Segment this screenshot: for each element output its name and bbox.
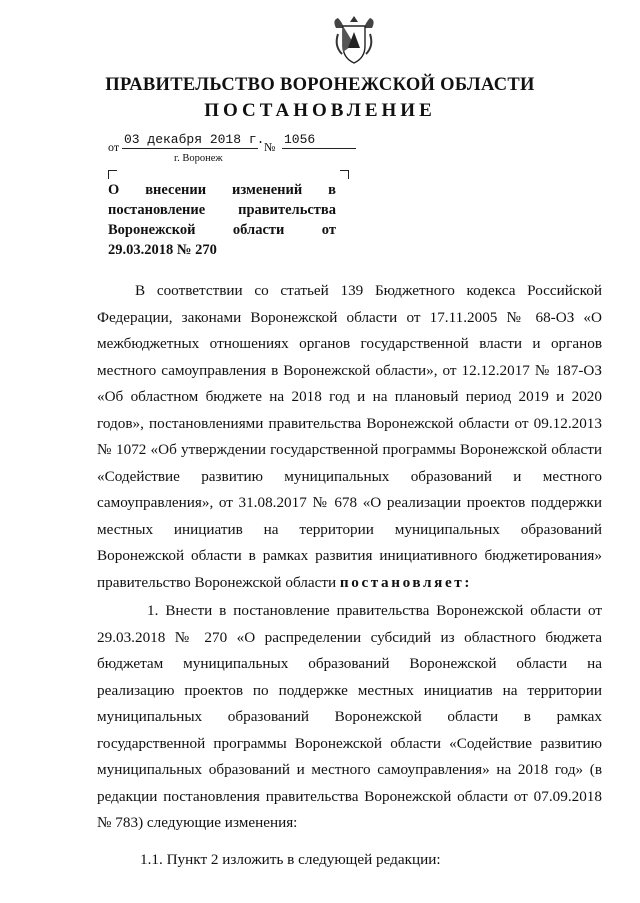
- number-prefix-label: №: [264, 140, 276, 154]
- government-title: ПРАВИТЕЛЬСТВО ВОРОНЕЖСКОЙ ОБЛАСТИ: [105, 75, 535, 95]
- document-city: г. Воронеж: [174, 153, 223, 164]
- subject-line: постановление правительства: [108, 202, 336, 218]
- date-prefix-label: от: [108, 140, 120, 154]
- document-number: 1056: [282, 132, 356, 149]
- document-body: [97, 278, 602, 873]
- subject-line: О внесении изменений в: [108, 182, 336, 198]
- clause-1-1-paragraph: 1.1. Пункт 2 изложить в следующей редакции:: [140, 850, 441, 868]
- subject-corner-mark-left: [108, 170, 117, 179]
- clause-1-paragraph: 1. Внести в постановление правительства Воронежской области от 29.03.2018 № 270 «О распределении субсидий из областного бюджета бюджетам муниципальных образований Воронежской области на реализацию проектов по поддержке местных инициатив на территории муниципальных образований Воронежской области в рамках государственной программы Воронежской области «Содействие развитию муниципальных образований и местного самоуправления» на 2018 год» (в редакции постановления правительства Воронежской области от 07.09.2018 № 783) следующие изменения:: [97, 602, 602, 831]
- document-subject: [108, 180, 336, 260]
- document-type-title: ПОСТАНОВЛЕНИЕ: [204, 100, 436, 121]
- subject-line: 29.03.2018 № 270: [108, 242, 217, 258]
- subject-corner-mark-right: [340, 170, 349, 179]
- document-date: 03 декабря 2018 г.: [124, 132, 265, 147]
- subject-line: Воронежской области от: [108, 222, 336, 238]
- voronezh-coat-of-arms-icon: [330, 12, 378, 68]
- resolves-keyword: постановляет:: [339, 573, 473, 591]
- preamble-paragraph: В соответствии со статьей 139 Бюджетного кодекса Российской Федерации, законами Воронежской области от 17.11.2005 № 68-ОЗ «О межбюджетных отношениях органов государственной власти и органов местного самоуправления в Воронежской области», от 12.12.2017 № 187-ОЗ «Об областном бюджете на 2018 год и на плановый период 2019 и 2020 годов», постановлениями правительства Воронежской области от 09.12.2013 № 1072 «Об утверждении государственной программы Воронежской области «Содействие развитию муниципальных образований и местного самоуправления», от 31.08.2017 № 678 «О реализации проектов поддержки местных инициатив на территории муниципальных образований Воронежской области в рамках развития инициативного бюджетирования» правительство Воронежской области постановляет:: [97, 282, 602, 591]
